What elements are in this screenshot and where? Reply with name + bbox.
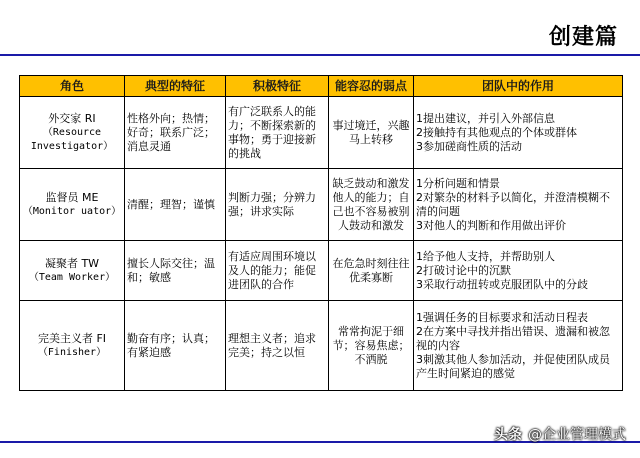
team-role-item: 2打破讨论中的沉默 (416, 263, 511, 277)
role-cell (20, 97, 125, 169)
team-role-cell (414, 241, 623, 301)
traits-cell: 性格外向；热情；好奇；联系广泛；消息灵通 (125, 97, 226, 169)
team-role-item: 3采取行动扭转或克服团队中的分歧 (416, 277, 588, 291)
weakness-cell: 事过境迁，兴趣马上转移 (329, 97, 414, 169)
team-role-item: 3刺激其他人参加活动，并促使团队成员产生时间紧迫的感觉 (416, 352, 610, 380)
team-role-item: 1强调任务的目标要求和活动日程表 (416, 310, 588, 324)
team-role-item: 1给予他人支持，并帮助别人 (416, 249, 555, 263)
role-cell (20, 241, 125, 301)
strengths-cell: 判断力强；分辨力强；讲求实际 (226, 169, 329, 241)
watermark-text: @企业管理模式 (528, 427, 626, 443)
table-row (20, 241, 623, 301)
role-name: 监督员 ME (45, 190, 99, 204)
team-roles-table (19, 75, 623, 391)
traits-cell: 勤奋有序；认真；有紧迫感 (125, 301, 226, 391)
traits-cell: 清醒；理智；谨慎 (125, 169, 226, 241)
team-role-item: 1提出建议，并引入外部信息 (416, 111, 555, 125)
team-role-item: 2对繁杂的材料予以简化，并澄清模糊不清的问题 (416, 190, 610, 218)
table-row (20, 97, 623, 169)
team-role-cell (414, 97, 623, 169)
role-cell (20, 169, 125, 241)
column-header-traits: 典型的特征 (125, 76, 226, 97)
role-name-en: （Resource (42, 126, 102, 138)
watermark-logo: 头条 (494, 427, 522, 443)
column-header-weakness: 能容忍的弱点 (329, 76, 414, 97)
role-name: 完美主义者 FI (37, 331, 107, 345)
column-header-strengths: 积极特征 (226, 76, 329, 97)
team-role-item: 3参加磋商性质的活动 (416, 139, 522, 153)
role-name: 外交家 RI (48, 111, 96, 125)
role-cell (20, 301, 125, 391)
role-name-en: （Monitor uator） (22, 205, 122, 217)
weakness-cell: 缺乏鼓动和激发他人的能力；自己也不容易被别人鼓动和激发 (329, 169, 414, 241)
strengths-cell: 有适应周围环境以及人的能力；能促进团队的合作 (226, 241, 329, 301)
team-role-cell (414, 169, 623, 241)
role-name-en: （Team Worker） (28, 271, 116, 283)
weakness-cell: 常常拘泥于细节；容易焦虑；不洒脱 (329, 301, 414, 391)
traits-cell: 擅长人际交往；温和；敏感 (125, 241, 226, 301)
role-name-en: Investigator） (30, 140, 114, 152)
strengths-cell: 有广泛联系人的能力；不断探索新的事物；勇于迎接新的挑战 (226, 97, 329, 169)
strengths-cell: 理想主义者；追求完美；持之以恒 (226, 301, 329, 391)
team-role-item: 3对他人的判断和作用做出评价 (416, 218, 566, 232)
watermark (494, 424, 626, 444)
page-title: 创建篇 (548, 25, 618, 50)
column-header-role: 角色 (20, 76, 125, 97)
team-role-item: 2在方案中寻找并指出错误、遗漏和被忽视的内容 (416, 324, 610, 352)
header-divider (0, 54, 640, 56)
column-header-team-role: 团队中的作用 (414, 76, 623, 97)
team-role-cell (414, 301, 623, 391)
team-role-item: 2接触持有其他观点的个体或群体 (416, 125, 577, 139)
table-header-row (20, 76, 623, 97)
role-name: 凝聚者 TW (44, 256, 100, 270)
team-role-item: 1分析问题和情景 (416, 176, 500, 190)
role-name-en: （Finisher） (37, 346, 107, 358)
table-row (20, 301, 623, 391)
weakness-cell: 在危急时刻往往优柔寡断 (329, 241, 414, 301)
table-row (20, 169, 623, 241)
